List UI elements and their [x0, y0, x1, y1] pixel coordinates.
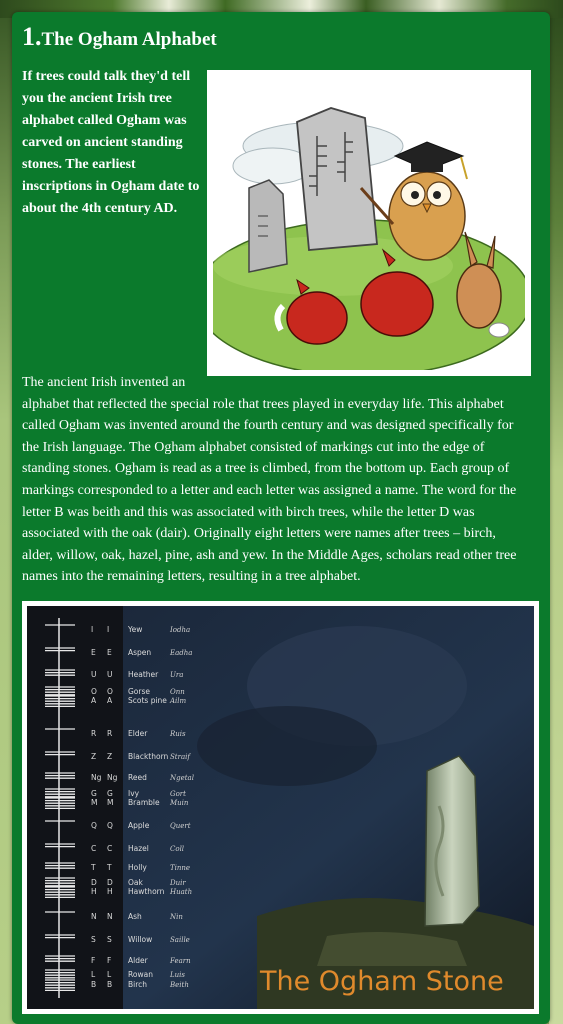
ogham-script-letter: C	[107, 844, 113, 853]
ogham-tree-name: Reed	[128, 773, 147, 782]
ogham-script-letter: G	[107, 789, 113, 798]
standing-stone-small	[249, 180, 287, 272]
ogham-script-letter: Z	[107, 752, 113, 761]
ogham-latin-letter: M	[91, 798, 98, 807]
ogham-tree-name: Willow	[128, 935, 153, 944]
ogham-tree-name: Heather	[128, 670, 159, 679]
ogham-irish-name: Onn	[170, 688, 185, 696]
ogham-script-letter: L	[107, 970, 112, 979]
ogham-stone-image	[22, 601, 539, 1014]
section-title: The Ogham Alphabet	[41, 29, 217, 50]
ogham-latin-letter: O	[91, 687, 97, 696]
ogham-irish-name: Iodha	[170, 626, 191, 634]
ogham-tree-name: Hazel	[128, 844, 149, 853]
ogham-latin-letter: Q	[91, 821, 97, 830]
ogham-script-letter: O	[107, 687, 113, 696]
body-first-line: The ancient Irish invented an	[22, 375, 186, 390]
ogham-irish-name: Coll	[170, 845, 185, 853]
section-number: 1.	[22, 22, 42, 51]
ogham-script-letter: Q	[107, 821, 113, 830]
ogham-tree-name: Bramble	[128, 798, 160, 807]
ogham-irish-name: Nin	[170, 913, 183, 921]
body-remaining-text: alphabet that reflected the special role that trees played in everyday life. This alphabet called Ogham was invented around the fourth century and was designed specifically for the Irish language. The Ogham alphabet consisted of markings cut into the edge of standing stones. Ogham is read as a tree is climbed, from the bottom up. Each group of markings corresponded to a letter and each letter was assigned a name. The word for the letter B was beith and this was associated with birch trees, while the letter D was associated with the oak (dair). Originally eight letters were names after trees – birch, alder, willow, oak, hazel, pine, ash and yew. In the Middle Ages, scholars read other tree names into the remaining letters, resulting in a tree alphabet.	[22, 396, 517, 585]
ogham-table-row	[91, 648, 192, 657]
ogham-script-letter: S	[107, 935, 112, 944]
ogham-tree-name: Elder	[128, 729, 148, 738]
ogham-script-letter: T	[107, 863, 112, 872]
ogham-script-letter: E	[107, 648, 112, 657]
ogham-irish-name: Ura	[170, 671, 184, 679]
ogham-irish-name: Ailm	[170, 697, 187, 705]
ogham-latin-letter: Z	[91, 752, 97, 761]
ogham-latin-letter: Ng	[91, 773, 102, 782]
ogham-script-letter: D	[107, 878, 113, 887]
ogham-latin-letter: R	[91, 729, 97, 738]
ogham-irish-name: Ngetal	[170, 774, 194, 782]
ogham-latin-letter: B	[91, 980, 97, 989]
ogham-latin-letter: D	[91, 878, 97, 887]
ogham-irish-name: Duir	[170, 879, 186, 887]
ogham-latin-letter: T	[91, 863, 96, 872]
ogham-irish-name: Huath	[170, 888, 193, 896]
ogham-irish-name: Straif	[170, 753, 190, 761]
ogham-table-panel	[27, 606, 123, 1009]
owl-illustration-svg	[213, 76, 525, 370]
ogham-irish-name: Beith	[170, 981, 189, 989]
ogham-script-letter: Ng	[107, 773, 118, 782]
ogham-tree-name: Aspen	[128, 648, 152, 657]
standing-stone-large	[297, 108, 377, 250]
ogham-tree-name: Alder	[128, 956, 148, 965]
section-heading	[22, 22, 217, 52]
ogham-latin-letter: E	[91, 648, 96, 657]
ogham-tree-name: Oak	[128, 878, 143, 887]
ogham-irish-name: Ruis	[170, 730, 186, 738]
ogham-irish-name: Muin	[170, 799, 189, 807]
ogham-script-letter: A	[107, 696, 113, 705]
ogham-latin-letter: N	[91, 912, 97, 921]
ogham-tree-name: Birch	[128, 980, 148, 989]
standing-ogham-stone	[425, 756, 479, 926]
ogham-latin-letter: C	[91, 844, 97, 853]
ogham-irish-name: Quert	[170, 822, 191, 830]
ogham-script-letter: U	[107, 670, 113, 679]
ogham-irish-name: Gort	[170, 790, 186, 798]
ogham-irish-name: Luis	[170, 971, 185, 979]
ogham-tree-name: Apple	[128, 821, 150, 830]
ogham-latin-letter: U	[91, 670, 97, 679]
ogham-table-row	[91, 887, 192, 896]
ogham-latin-letter: L	[91, 970, 96, 979]
ogham-table-row	[91, 752, 191, 761]
body-paragraph	[22, 372, 530, 588]
ogham-table-row	[91, 956, 191, 965]
ogham-script-letter: R	[107, 729, 113, 738]
stone-caption: The Ogham Stone	[260, 966, 504, 997]
ogham-latin-letter: G	[91, 789, 97, 798]
ogham-script-letter: B	[107, 980, 113, 989]
ogham-tree-name: Rowan	[128, 970, 153, 979]
ogham-irish-name: Fearn	[170, 957, 191, 965]
ogham-tree-name: Blackthorn	[128, 752, 169, 761]
ogham-tree-name: Yew	[128, 625, 143, 634]
ogham-irish-name: Tinne	[170, 864, 191, 872]
ogham-tree-name: Scots pine	[128, 696, 167, 705]
ogham-latin-letter: H	[91, 887, 97, 896]
ogham-script-letter: M	[107, 798, 114, 807]
ogham-script-letter: F	[107, 956, 112, 965]
ogham-script-letter: H	[107, 887, 113, 896]
ogham-script-letter: I	[107, 625, 110, 634]
ogham-table-row	[91, 773, 194, 782]
ogham-latin-letter: S	[91, 935, 96, 944]
ogham-tree-name: Hawthorn	[128, 887, 165, 896]
ogham-tree-name: Holly	[128, 863, 147, 872]
intro-paragraph: If trees could talk they'd tell you the ancient Irish tree alphabet called Ogham was carved on ancient standing stones. The earliest inscriptions in Ogham date to about the 4th century AD.	[22, 69, 200, 216]
ogham-tree-name: Ivy	[128, 789, 140, 798]
ogham-latin-letter: F	[91, 956, 96, 965]
page-background-right	[549, 18, 563, 1024]
ogham-irish-name: Eadha	[170, 649, 193, 657]
ogham-script-letter: N	[107, 912, 113, 921]
owl-teacher-illustration	[207, 70, 531, 376]
ogham-latin-letter: I	[91, 625, 94, 634]
ogham-tree-name: Gorse	[128, 687, 151, 696]
ogham-latin-letter: A	[91, 696, 97, 705]
ogham-tree-name: Ash	[128, 912, 142, 921]
ogham-irish-name: Saille	[170, 936, 190, 944]
ogham-stone-svg	[27, 606, 534, 1009]
